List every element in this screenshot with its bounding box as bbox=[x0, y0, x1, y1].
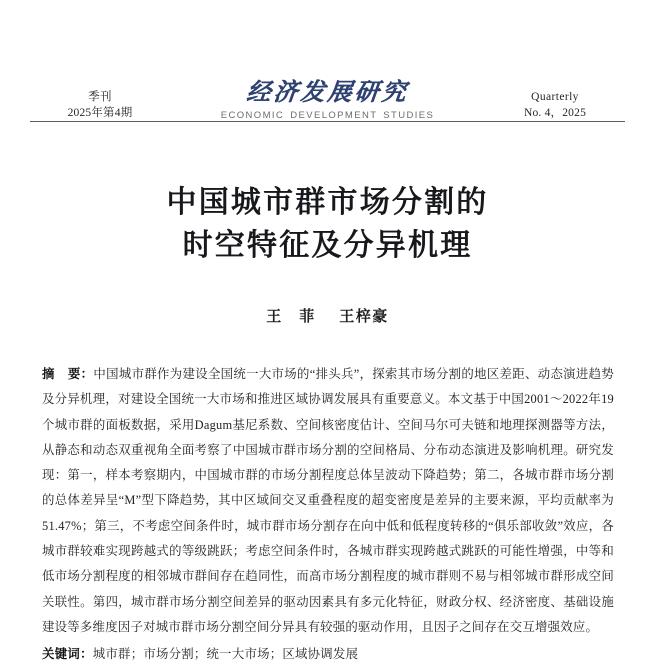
keywords-label: 关键词 bbox=[42, 647, 81, 662]
article-title-line-2: 时空特征及分异机理 bbox=[182, 228, 473, 262]
issue-frequency-en: Quarterly bbox=[531, 90, 579, 103]
masthead bbox=[30, 70, 625, 122]
author-name-2: 王梓豪 bbox=[339, 309, 389, 325]
keywords-body-text: 城市群；市场分割；统一大市场；区域协调发展 bbox=[92, 647, 359, 662]
abstract-section bbox=[42, 362, 614, 668]
article-title-line-1: 中国城市群市场分割的 bbox=[166, 186, 489, 219]
abstract-label-char-2: 要 bbox=[67, 367, 81, 381]
author-name-1: 王 菲 bbox=[266, 309, 316, 325]
abstract-label-char-1: 摘 bbox=[42, 367, 55, 381]
keywords-label-colon: ： bbox=[80, 647, 93, 662]
abstract-paragraph bbox=[42, 362, 614, 640]
issue-number-cn: 2025年第4期 bbox=[67, 107, 133, 120]
journal-nameplate bbox=[170, 80, 485, 122]
author-byline bbox=[0, 305, 655, 326]
journal-title-cn: 经济发展研究 bbox=[245, 79, 410, 106]
issue-frequency-cn: 季刊 bbox=[88, 90, 112, 103]
abstract-label-colon: ： bbox=[80, 367, 94, 381]
masthead-right-issue-info bbox=[485, 89, 625, 122]
abstract-body-text: 中国城市群作为建设全国统一大市场的“排头兵”，探索其市场分割的地区差距、动态演进趋势及分异机理，对建设全国统一大市场和推进区域协调发展具有重要意义。本文基于中国2001～2022年19个城市群的面板数据，采用Dagum基尼系数、空间核密度估计、空间马尔可夫链和地理探测器等方法，从静态和动态双重视角全面考察了中国城市群市场分割的空间格局、分布动态演进及影响机理。研究发现：第一，样本考察期内，中国城市群的市场分割程度总体呈波动下降趋势；第二，各城市群市场分割的总体差异呈“M”型下降趋势，其中区域间交叉重叠程度的超变密度是差异的主要来源，平均贡献率为51.47%；第三，不考虑空间条件时，城市群市场分割存在向中低和低程度转移的“俱乐部收敛”效应，各城市群较难实现跨越式的等级跳跃；考虑空间条件时，各城市群实现跨越式跳跃的可能性增强，中等和低市场分割程度的相邻城市群间存在趋同性，而高市场分割程度的城市群则不易与相邻城市群形成空间关联性。第四，城市群市场分割空间差异的驱动因素具有多元化特征，财政分权、经济密度、基础设施建设等多维度因子对城市群市场分割空间分异具有较强的驱动作用，且因子之间存在交互增强效应。 bbox=[42, 367, 614, 634]
masthead-divider-rule bbox=[30, 121, 625, 122]
masthead-left-issue-info bbox=[30, 89, 170, 122]
issue-number-en: No. 4，2025 bbox=[523, 107, 587, 120]
journal-title-en: ECONOMIC DEVELOPMENT STUDIES bbox=[220, 110, 435, 121]
article-title bbox=[0, 182, 655, 267]
